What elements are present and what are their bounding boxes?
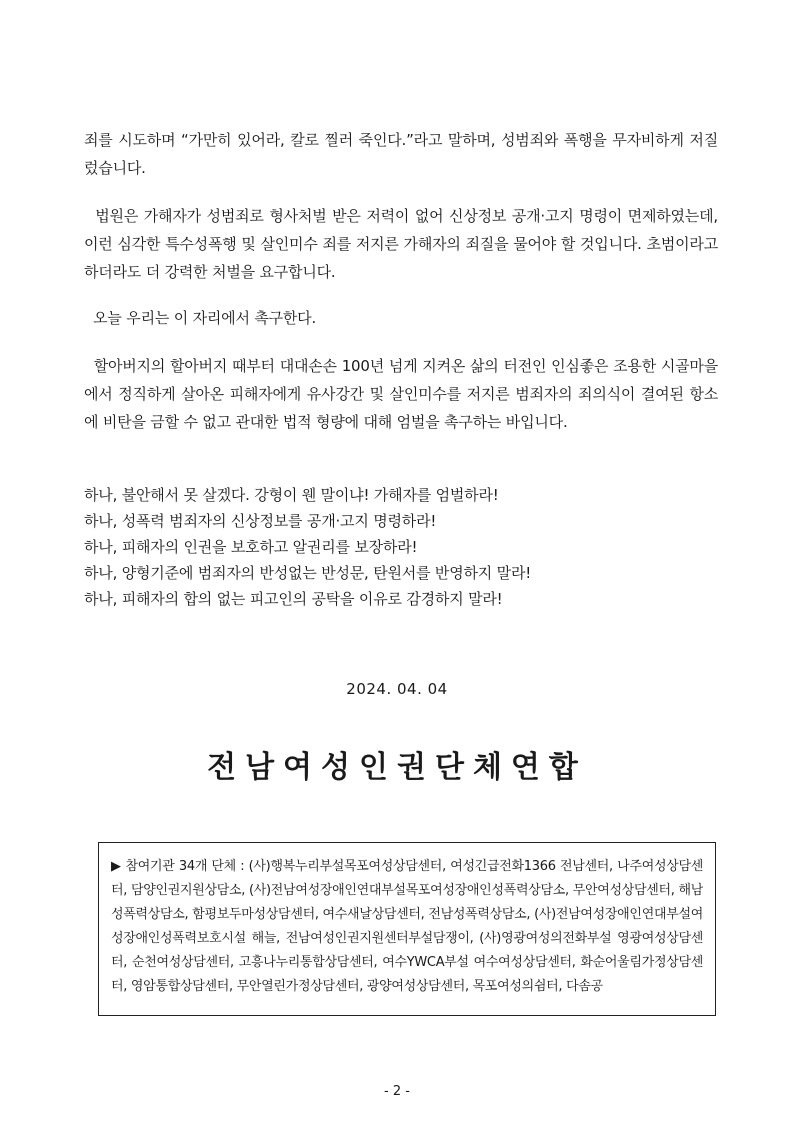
participants-box <box>98 842 716 1016</box>
demand-item: 하나, 양형기준에 범죄자의 반성없는 반성문, 탄원서를 반영하지 말라! <box>84 564 532 582</box>
demands-list <box>84 482 718 612</box>
page-number: - 2 - <box>384 1084 410 1099</box>
demand-item: 하나, 성폭력 범죄자의 신상정보를 공개·고지 명령하라! <box>84 512 437 530</box>
paragraph-text: 할아버지의 할아버지 때부터 대대손손 100년 넘게 지켜온 삶의 터전인 인심좋은 조용한 시골마을에서 정직하게 살아온 피해자에게 유사강간 및 살인미수를 저지른 범죄자의 죄의식이 결여된 항소에 비탄을 금할 수 없고 관대한 법적 형량에 대해 엄벌을 촉구하는 바입니다. <box>84 357 718 431</box>
participants-list: ▶ 참여기관 34개 단체 : (사)행복누리부설목포여성상담센터, 여성긴급전화1366 전남센터, 나주여성상담센터, 담양인권지원상담소, (사)전남여성장애인연대부설목포여성장애인성폭력상담소, 무안여성상담센터, 해남성폭력상담소, 함평보두마성상담센터, 여수새날상담센터, 전남성폭력상담소, (사)전남여성장애인연대부설여성장애인성폭력보호시설 해늘, 전남여성인권지원센터부설담쟁이, (사)영광여성의전화부설 영광여성상담센터, 순천여성상담센터, 고흥나누리통합상담센터, 여수YWCA부설 여수여성상담센터, 화순어울림가정상담센터, 영암통합상담센터, 무안열린가정상담센터, 광양여성상담센터, 목포여성의쉼터, 다솜공 <box>111 859 703 994</box>
demand-item: 하나, 불안해서 못 살겠다. 강형이 웬 말이냐! 가해자를 엄벌하라! <box>84 486 499 504</box>
body-paragraph-2 <box>84 202 723 286</box>
organization-name: 전남여성인권단체연합 <box>207 750 587 785</box>
body-paragraph-1 <box>84 126 718 182</box>
body-paragraph-4 <box>84 352 718 436</box>
paragraph-text: 죄를 시도하며 “가만히 있어라, 칼로 찔러 죽인다.”라고 말하며, 성범죄와 폭행을 무자비하게 저질렀습니다. <box>84 131 718 177</box>
document-date: 2024. 04. 04 <box>346 680 448 698</box>
paragraph-text: 법원은 가해자가 성범죄로 형사처벌 받은 저력이 없어 신상정보 공개·고지 명령이 면제하였는데, 이런 심각한 특수성폭행 및 살인미수 죄를 저지른 가해자의 죄질을 물어야 할 것입니다. 초범이라고 하더라도 더 강력한 처벌을 요구합니다. <box>84 207 723 281</box>
paragraph-text: 오늘 우리는 이 자리에서 촉구한다. <box>84 309 317 327</box>
demand-item: 하나, 피해자의 합의 없는 피고인의 공탁을 이유로 감경하지 말라! <box>84 590 503 608</box>
body-paragraph-3 <box>84 304 718 332</box>
demand-item: 하나, 피해자의 인권을 보호하고 알권리를 보장하라! <box>84 538 418 556</box>
